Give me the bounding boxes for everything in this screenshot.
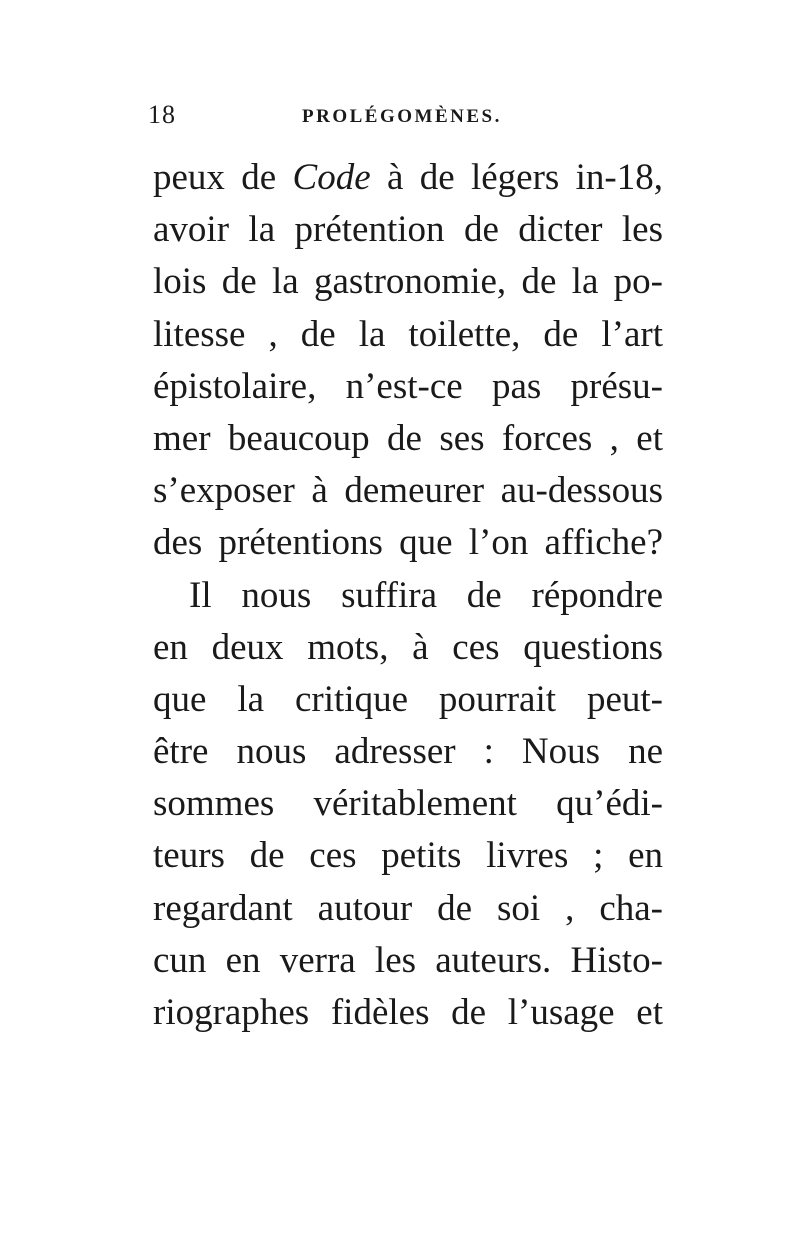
body-text bbox=[153, 152, 663, 1039]
text-line: sommes véritablement qu’édi- bbox=[153, 783, 663, 825]
text-line: lois de la gastronomie, de la po- bbox=[153, 261, 663, 303]
text-line: avoir la prétention de dicter les bbox=[153, 209, 663, 251]
running-title: PROLÉGOMÈNES. bbox=[302, 106, 502, 127]
text-line bbox=[153, 152, 663, 204]
text-line: cun en verra les auteurs. Histo- bbox=[153, 939, 663, 981]
text-line: riographes fidèles de l’usage et bbox=[153, 992, 663, 1033]
page-number: 18 bbox=[148, 100, 176, 129]
running-head bbox=[148, 100, 668, 130]
text-line: des prétentions que l’on affiche? bbox=[153, 522, 663, 564]
italic-word: Code bbox=[292, 157, 371, 198]
text-line: s’exposer à demeurer au-dessous bbox=[153, 470, 663, 512]
text-line: litesse , de la toilette, de l’art bbox=[153, 313, 663, 355]
text-line: que la critique pourrait peut- bbox=[153, 678, 663, 720]
paragraph-first-line: Il nous suffira de répondre bbox=[189, 574, 663, 616]
text-line: en deux mots, à ces questions bbox=[153, 626, 663, 668]
text-line: mer beaucoup de ses forces , et bbox=[153, 417, 663, 459]
text-line: regardant autour de soi , cha- bbox=[153, 887, 663, 929]
text-segment: peux de bbox=[153, 157, 293, 198]
text-segment: à de légers in-18, bbox=[370, 157, 663, 198]
text-line: être nous adresser : Nous ne bbox=[153, 731, 663, 773]
text-line: teurs de ces petits livres ; en bbox=[153, 835, 663, 877]
text-line: épistolaire, n’est-ce pas présu- bbox=[153, 365, 663, 407]
